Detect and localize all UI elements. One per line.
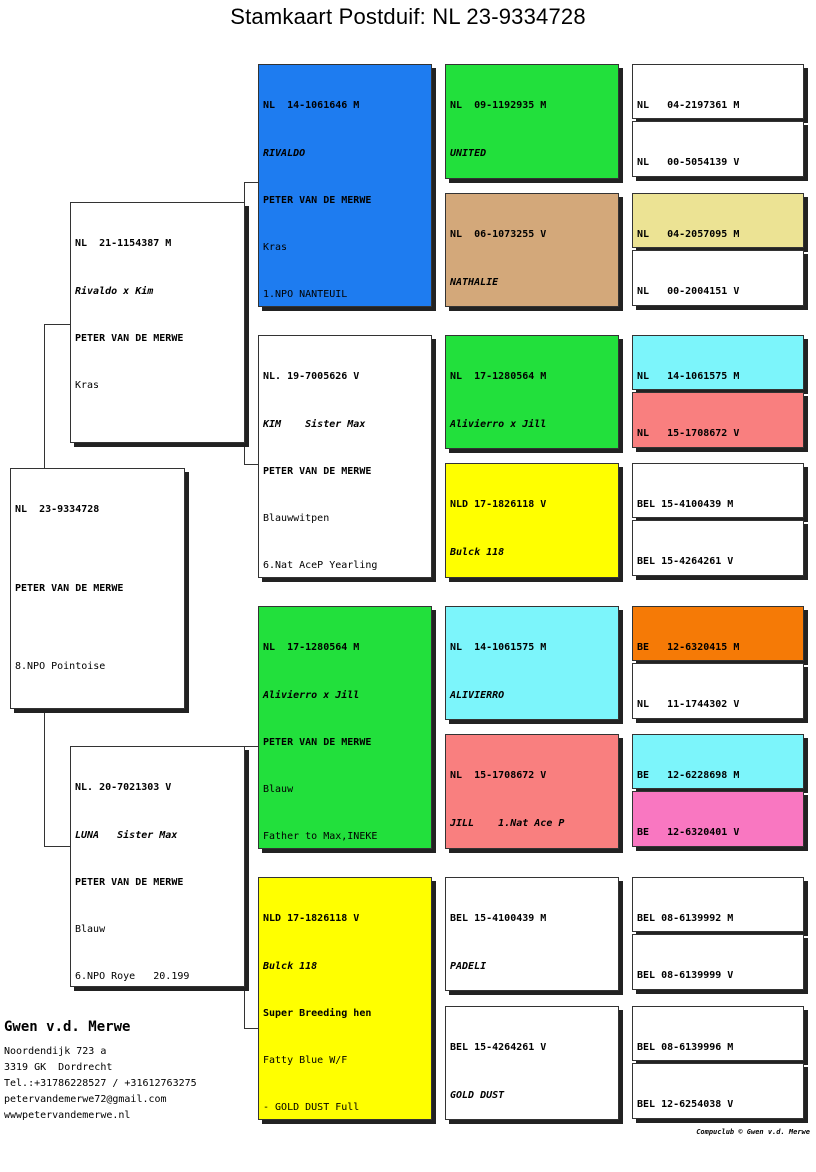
ring-number: NL 14-1061575 M (637, 371, 740, 383)
card-line: Bulck 118 (450, 546, 505, 558)
connector-line (44, 324, 70, 325)
gen4-card-9 (632, 606, 804, 661)
gen3-card-7 (445, 877, 619, 991)
ring-number: NL 04-2057095 M (637, 229, 740, 241)
ring-number: NL 17-1280564 M (450, 371, 547, 383)
granddam-paternal-card (258, 335, 432, 578)
gen3-card-2 (445, 193, 619, 307)
ring-number: BE 12-6320415 M (637, 642, 740, 654)
card-line: Kras (75, 379, 100, 391)
card-line: GOLD DUST (450, 1089, 505, 1101)
ring-number: NL 14-1061575 M (450, 642, 547, 654)
ring-number: NL 00-5054139 V (637, 157, 740, 169)
ring-number: NL 21-1154387 M (75, 238, 172, 250)
card-line: Blauw (75, 923, 106, 935)
ring-number: BE 12-6320401 V (637, 827, 740, 839)
ring-number: NL 15-1708672 V (450, 770, 547, 782)
gen4-card-10 (632, 663, 804, 719)
gen4-card-4 (632, 250, 804, 306)
card-line (15, 707, 180, 709)
card-line: NATHALIE (450, 276, 499, 288)
ring-number: NL 09-1192935 M (450, 100, 547, 112)
card-line: Father to Max,INEKE (263, 830, 378, 842)
ring-number: BEL 15-4100439 M (637, 499, 734, 511)
ring-number: BEL 12-6254038 V (637, 1099, 734, 1111)
card-line: Blauwwitpen (263, 512, 330, 524)
card-line: ALIVIERRO (450, 689, 505, 701)
connector-line (44, 846, 70, 847)
card-line: KIM Sister Max (263, 418, 366, 430)
card-line: Alivierro x Jill (263, 689, 360, 701)
card-line: PETER VAN DE MERWE (263, 736, 372, 748)
credit-text: Compuclub © Gwen v.d. Merwe (696, 1128, 810, 1136)
grandsire-maternal-card (258, 606, 432, 849)
ring-number: BEL 15-4264261 V (637, 556, 734, 568)
gen4-card-6 (632, 392, 804, 448)
postal-line: 3319 GK Dordrecht (4, 1062, 113, 1073)
ring-number: NL 15-1708672 V (637, 428, 740, 440)
gen3-card-5 (445, 606, 619, 720)
granddam-maternal-card (258, 877, 432, 1120)
owner-name: Gwen v.d. Merwe (4, 1019, 131, 1035)
card-line: - GOLD DUST Full (263, 1101, 360, 1113)
card-line: PETER VAN DE MERWE (15, 582, 124, 594)
card-line: Blauw (263, 783, 294, 795)
gen3-card-3 (445, 335, 619, 449)
gen4-card-12 (632, 791, 804, 847)
card-line: Rivaldo x Kim (75, 285, 154, 297)
website-link[interactable]: wwwpetervandemerwe.nl (4, 1110, 131, 1121)
card-line: LUNA Sister Max (75, 829, 178, 841)
gen3-card-6 (445, 734, 619, 849)
owner-contact (4, 1044, 197, 1124)
gen3-card-8 (445, 1006, 619, 1120)
card-line: PETER VAN DE MERWE (75, 332, 184, 344)
card-line: PETER VAN DE MERWE (75, 876, 184, 888)
card-line: 6.NPO Roye 20.199 (75, 970, 190, 982)
gen3-card-1 (445, 64, 619, 179)
card-line: Alivierro x Jill (450, 418, 547, 430)
gen4-card-2 (632, 121, 804, 177)
card-line: JILL 1.Nat Ace P (450, 817, 565, 829)
dam-card (70, 746, 245, 987)
gen4-card-14 (632, 934, 804, 990)
ring-number: BEL 08-6139999 V (637, 970, 734, 982)
address-line: Noordendijk 723 a (4, 1046, 107, 1057)
card-line: PETER VAN DE MERWE (263, 194, 372, 206)
card-line: RIVALDO (263, 147, 306, 159)
gen4-card-5 (632, 335, 804, 390)
ring-number: NL 11-1744302 V (637, 699, 740, 711)
card-line: 6.Nat AceP Yearling (263, 559, 378, 571)
email-link[interactable]: petervandemerwe72@gmail.com (4, 1094, 167, 1105)
connector-line (244, 464, 258, 465)
connector-line (244, 746, 258, 747)
gen3-card-4 (445, 463, 619, 578)
ring-number: BEL 08-6139992 M (637, 913, 734, 925)
gen4-card-8 (632, 520, 804, 576)
page-title: Stamkaart Postduif: NL 23-9334728 (230, 4, 586, 29)
ring-number: BEL 08-6139996 M (637, 1042, 734, 1054)
card-line: Super Breeding hen (263, 1007, 372, 1019)
ring-number: NLD 17-1826118 V (450, 499, 547, 511)
gen4-card-3 (632, 193, 804, 248)
card-line: Kras (263, 241, 288, 253)
ring-number: BE 12-6228698 M (637, 770, 740, 782)
ring-number: NL 17-1280564 M (263, 642, 360, 654)
ring-number: BEL 15-4264261 V (450, 1042, 547, 1054)
gen4-card-16 (632, 1063, 804, 1119)
connector-line (244, 182, 258, 183)
gen4-card-1 (632, 64, 804, 119)
ring-number: NL 00-2004151 V (637, 286, 740, 298)
gen4-card-7 (632, 463, 804, 518)
ring-number: NL 14-1061646 M (263, 100, 360, 112)
card-line: 1.NPO NANTEUIL (263, 288, 348, 300)
card-line: 8.NPO Pointoise (15, 661, 106, 673)
card-line: PETER VAN DE MERWE (263, 465, 372, 477)
ring-number: NL. 20-7021303 V (75, 782, 172, 794)
card-line: UNITED (450, 147, 487, 159)
gen4-card-11 (632, 734, 804, 789)
gen4-card-13 (632, 877, 804, 932)
ring-number: NL 06-1073255 V (450, 229, 547, 241)
phone-line: Tel.:+31786228527 / +31612763275 (4, 1078, 197, 1089)
ring-number: NL 04-2197361 M (637, 100, 740, 112)
card-line: Fatty Blue W/F (263, 1054, 348, 1066)
grandsire-paternal-card (258, 64, 432, 307)
card-line: Bulck 118 (263, 960, 318, 972)
connector-line (244, 1028, 258, 1029)
sire-card (70, 202, 245, 443)
subject-card (10, 468, 185, 709)
ring-number: NLD 17-1826118 V (263, 913, 360, 925)
ring-number: NL. 19-7005626 V (263, 371, 360, 383)
ring-number: BEL 15-4100439 M (450, 913, 547, 925)
card-line: PADELI (450, 960, 487, 972)
gen4-card-15 (632, 1006, 804, 1061)
ring-number: NL 23-9334728 (15, 504, 100, 516)
